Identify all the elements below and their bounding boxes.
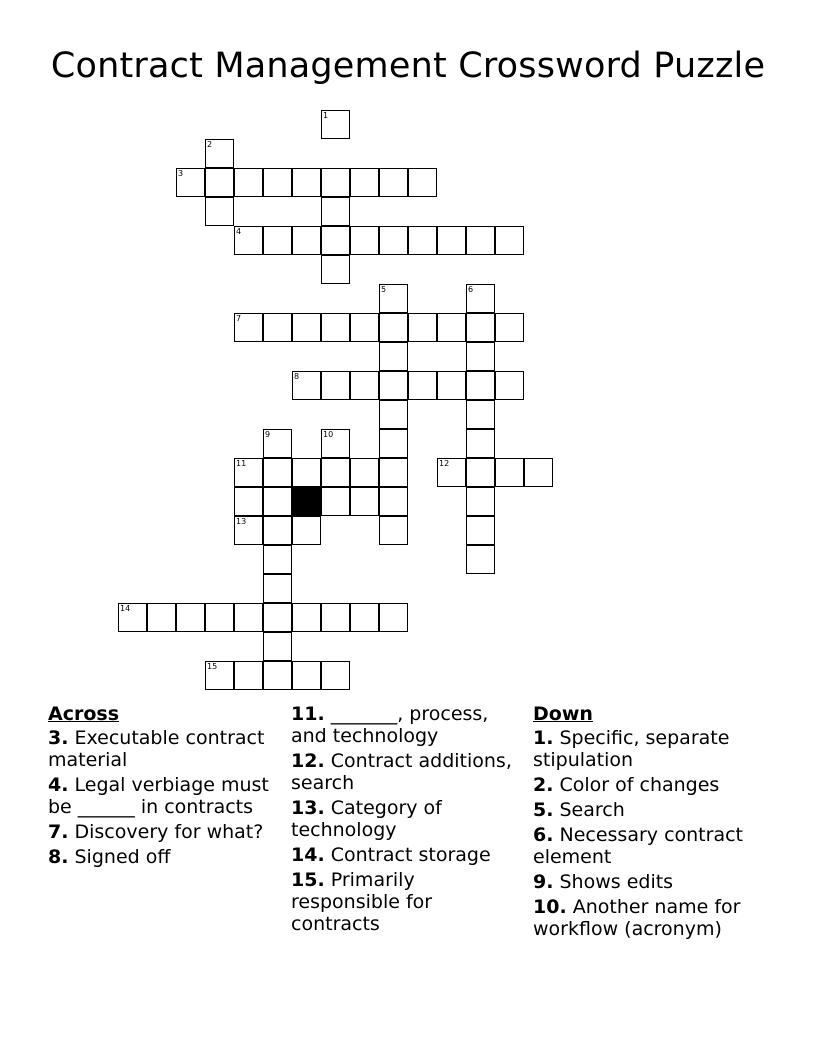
clue-text: Color of changes	[559, 774, 720, 796]
crossword-cell[interactable]	[263, 632, 292, 661]
crossword-cell[interactable]	[263, 574, 292, 603]
clue-number: 4.	[48, 774, 69, 796]
cell-number: 14	[120, 604, 131, 613]
cell-number: 1	[323, 111, 329, 120]
crossword-cell[interactable]	[437, 313, 466, 342]
crossword-cell[interactable]	[350, 313, 379, 342]
crossword-cell[interactable]	[292, 603, 321, 632]
clue-across-8	[48, 846, 280, 868]
cell-number: 8	[294, 372, 300, 381]
cell-number: 5	[381, 285, 387, 294]
crossword-cell[interactable]	[263, 168, 292, 197]
crossword-cell[interactable]	[408, 371, 437, 400]
clue-text: Legal verbiage must be ______ in contracts	[48, 774, 269, 818]
crossword-cell[interactable]	[408, 226, 437, 255]
clue-text: Necessary contract element	[533, 824, 743, 868]
clue-number: 15.	[291, 869, 325, 891]
crossword-cell[interactable]	[263, 487, 292, 516]
crossword-cell[interactable]	[495, 458, 524, 487]
crossword-cell[interactable]	[350, 168, 379, 197]
crossword-cell[interactable]	[466, 516, 495, 545]
crossword-cell[interactable]	[292, 168, 321, 197]
clue-text: Category of technology	[291, 797, 442, 841]
crossword-cell[interactable]	[263, 458, 292, 487]
crossword-cell[interactable]	[263, 313, 292, 342]
crossword-cell[interactable]	[350, 226, 379, 255]
cell-number: 6	[468, 285, 474, 294]
crossword-cell[interactable]	[147, 603, 176, 632]
crossword-cell[interactable]	[292, 516, 321, 545]
crossword-cell[interactable]	[379, 516, 408, 545]
crossword-cell[interactable]	[350, 458, 379, 487]
crossword-cell[interactable]	[263, 603, 292, 632]
crossword-cell[interactable]	[495, 313, 524, 342]
crossword-cell[interactable]	[205, 139, 234, 168]
crossword-cell[interactable]	[234, 603, 263, 632]
crossword-cell[interactable]	[466, 429, 495, 458]
crossword-cell[interactable]	[379, 226, 408, 255]
crossword-cell[interactable]	[205, 197, 234, 226]
crossword-cell[interactable]	[234, 487, 263, 516]
crossword-cell[interactable]	[466, 487, 495, 516]
crossword-cell[interactable]	[466, 545, 495, 574]
crossword-cell[interactable]	[321, 197, 350, 226]
cell-number: 13	[236, 517, 247, 526]
crossword-cell[interactable]	[379, 458, 408, 487]
cell-number: 15	[207, 662, 218, 671]
cell-number: 7	[236, 314, 242, 323]
clue-text: _______, process, and technology	[291, 703, 489, 747]
across-heading: Across	[48, 703, 120, 725]
clue-text: Specific, separate stipulation	[533, 727, 730, 771]
clue-across-7	[48, 821, 280, 843]
clue-text: Primarily responsible for contracts	[291, 869, 433, 935]
crossword-cell[interactable]	[263, 429, 292, 458]
crossword-cell[interactable]	[321, 313, 350, 342]
crossword-cell[interactable]	[466, 284, 495, 313]
crossword-cell[interactable]	[176, 603, 205, 632]
clue-across-15	[291, 869, 523, 935]
crossword-cell[interactable]	[205, 168, 234, 197]
crossword-cell[interactable]	[466, 226, 495, 255]
crossword-cell[interactable]	[408, 168, 437, 197]
crossword-cell[interactable]	[321, 168, 350, 197]
crossword-cell[interactable]	[205, 603, 234, 632]
down-clues-column	[533, 703, 765, 943]
cell-number: 10	[323, 430, 334, 439]
clue-number: 2.	[533, 774, 554, 796]
crossword-cell[interactable]	[350, 371, 379, 400]
clue-number: 14.	[291, 844, 325, 866]
clue-number: 3.	[48, 727, 69, 749]
crossword-cell[interactable]	[234, 313, 263, 342]
crossword-cell[interactable]	[379, 400, 408, 429]
crossword-cell[interactable]	[263, 516, 292, 545]
clue-across-14	[291, 844, 523, 866]
clue-text: Signed off	[74, 846, 171, 868]
crossword-cell[interactable]	[495, 371, 524, 400]
crossword-cell[interactable]	[379, 168, 408, 197]
clue-across-12	[291, 750, 523, 794]
clue-number: 6.	[533, 824, 554, 846]
cell-number: 4	[236, 227, 242, 236]
clue-text: Shows edits	[559, 871, 674, 893]
clue-text: Discovery for what?	[74, 821, 264, 843]
crossword-cell[interactable]	[321, 429, 350, 458]
crossword-cell[interactable]	[379, 313, 408, 342]
crossword-cell[interactable]	[234, 516, 263, 545]
crossword-cell[interactable]	[379, 342, 408, 371]
crossword-cell[interactable]	[350, 603, 379, 632]
clue-number: 11.	[291, 703, 325, 725]
crossword-cell[interactable]	[292, 371, 321, 400]
clue-down-6	[533, 824, 765, 868]
crossword-cell[interactable]	[466, 458, 495, 487]
crossword-cell[interactable]	[466, 342, 495, 371]
cell-number: 12	[439, 459, 450, 468]
crossword-cell[interactable]	[466, 313, 495, 342]
crossword-cell[interactable]	[234, 226, 263, 255]
crossword-cell[interactable]	[263, 226, 292, 255]
clue-down-10	[533, 896, 765, 940]
crossword-cell[interactable]	[524, 458, 553, 487]
down-heading: Down	[533, 703, 593, 725]
clue-number: 1.	[533, 727, 554, 749]
crossword-cell[interactable]	[379, 487, 408, 516]
cell-number: 11	[236, 459, 247, 468]
crossword-cell[interactable]	[321, 371, 350, 400]
puzzle-title: Contract Management Crossword Puzzle	[50, 46, 766, 86]
clue-down-5	[533, 799, 765, 821]
crossword-cell[interactable]	[466, 371, 495, 400]
clue-text: Contract storage	[330, 844, 491, 866]
crossword-cell[interactable]	[234, 168, 263, 197]
crossword-cell[interactable]	[321, 255, 350, 284]
clue-across-11	[291, 703, 523, 747]
clue-number: 5.	[533, 799, 554, 821]
clue-number: 13.	[291, 797, 325, 819]
cell-number: 2	[207, 140, 213, 149]
crossword-cell[interactable]	[292, 313, 321, 342]
crossword-cell[interactable]	[321, 487, 350, 516]
across-clues-column-1	[48, 703, 280, 871]
clue-across-3	[48, 727, 280, 771]
crossword-cell[interactable]	[408, 313, 437, 342]
clue-number: 12.	[291, 750, 325, 772]
crossword-cell[interactable]	[176, 168, 205, 197]
clue-text: Contract additions, search	[291, 750, 512, 794]
crossword-cell[interactable]	[379, 429, 408, 458]
crossword-cell[interactable]	[350, 487, 379, 516]
clue-text: Search	[559, 799, 625, 821]
crossword-cell[interactable]	[118, 603, 147, 632]
crossword-cell[interactable]	[321, 458, 350, 487]
crossword-cell[interactable]	[437, 458, 466, 487]
crossword-cell[interactable]	[495, 226, 524, 255]
clue-number: 7.	[48, 821, 69, 843]
crossword-cell[interactable]	[263, 661, 292, 690]
clue-text: Executable contract material	[48, 727, 265, 771]
crossword-cell[interactable]	[437, 226, 466, 255]
crossword-cell[interactable]	[234, 458, 263, 487]
clue-down-9	[533, 871, 765, 893]
crossword-cell[interactable]	[321, 110, 350, 139]
blocked-cell	[292, 487, 321, 516]
crossword-cell[interactable]	[321, 603, 350, 632]
clue-text: Another name for workflow (acronym)	[533, 896, 741, 940]
clue-number: 8.	[48, 846, 69, 868]
crossword-cell[interactable]	[292, 226, 321, 255]
crossword-cell[interactable]	[292, 458, 321, 487]
clue-across-13	[291, 797, 523, 841]
across-clues-column-2	[291, 703, 523, 938]
crossword-cell[interactable]	[205, 661, 234, 690]
cell-number: 3	[178, 169, 184, 178]
clue-across-4	[48, 774, 280, 818]
crossword-cell[interactable]	[321, 226, 350, 255]
crossword-cell[interactable]	[292, 661, 321, 690]
cell-number: 9	[265, 430, 271, 439]
crossword-cell[interactable]	[379, 371, 408, 400]
crossword-cell[interactable]	[321, 661, 350, 690]
crossword-cell[interactable]	[466, 400, 495, 429]
crossword-cell[interactable]	[379, 284, 408, 313]
crossword-cell[interactable]	[437, 371, 466, 400]
clue-number: 9.	[533, 871, 554, 893]
clue-down-2	[533, 774, 765, 796]
clue-down-1	[533, 727, 765, 771]
crossword-cell[interactable]	[379, 603, 408, 632]
crossword-cell[interactable]	[234, 661, 263, 690]
clue-number: 10.	[533, 896, 567, 918]
crossword-cell[interactable]	[263, 545, 292, 574]
